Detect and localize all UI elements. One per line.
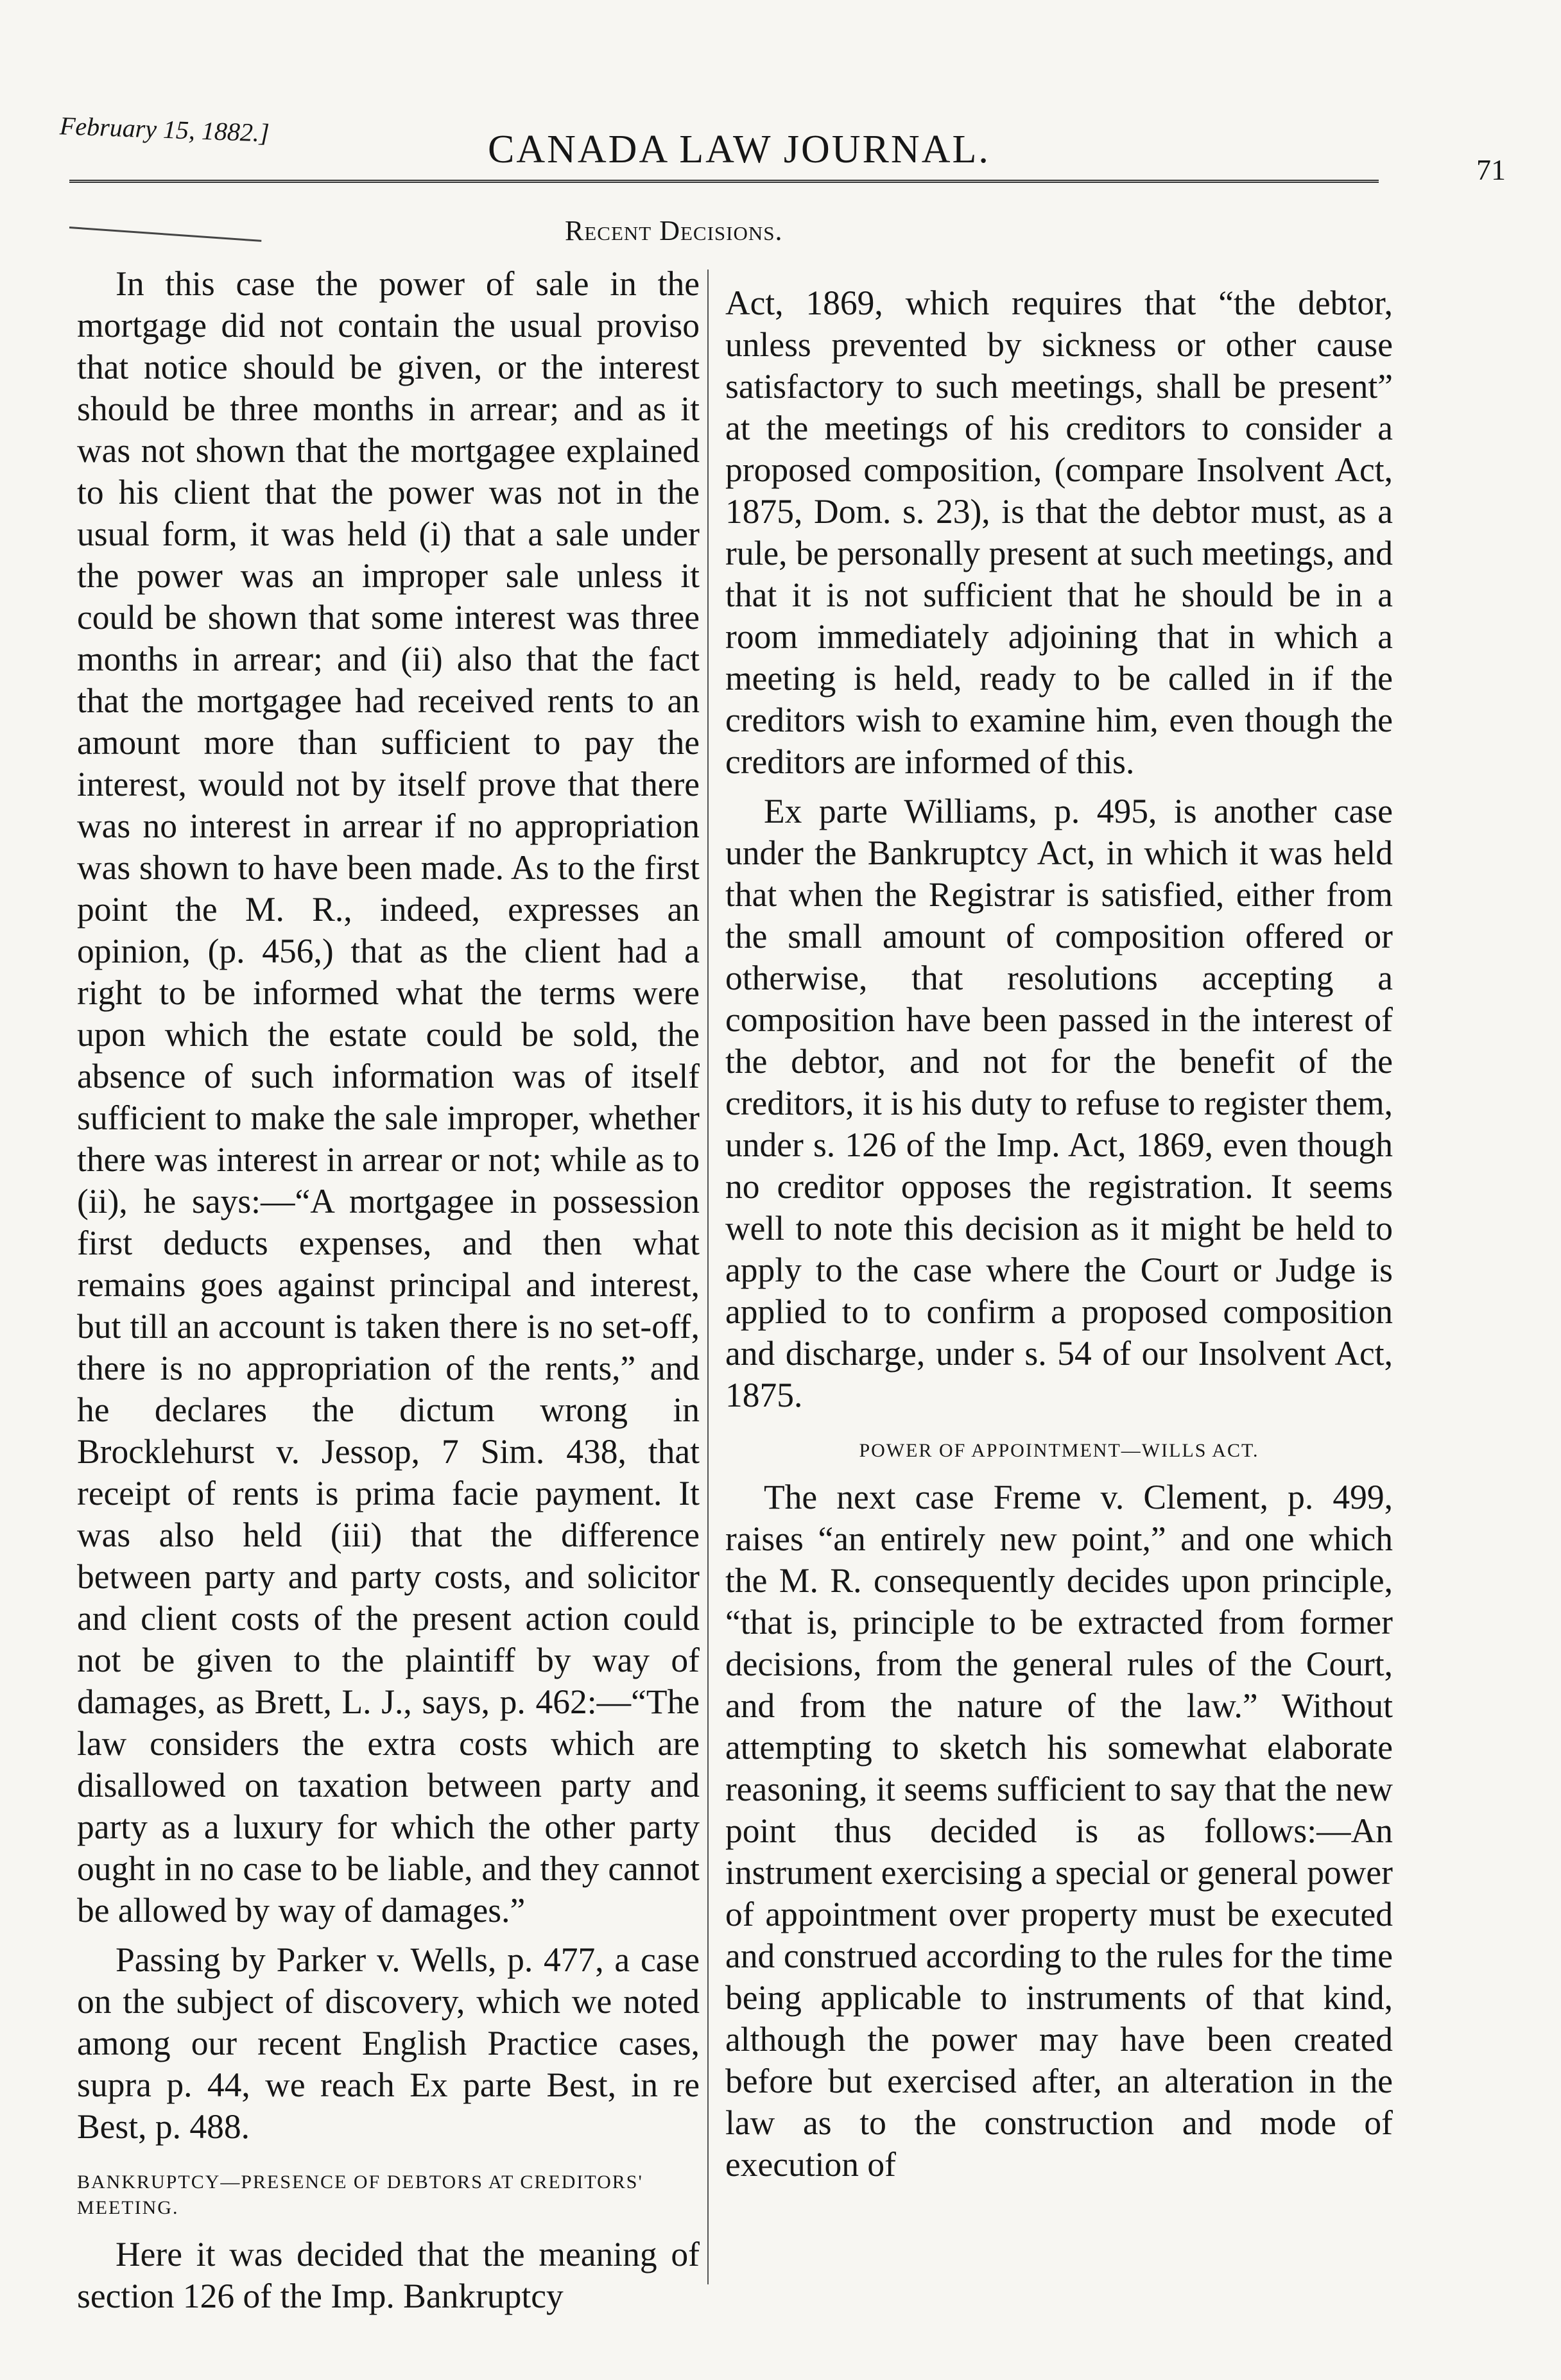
subheading: POWER OF APPOINTMENT—WILLS ACT. — [859, 1440, 1259, 1461]
section-heading: Recent Decisions. — [565, 215, 783, 246]
section-rule — [69, 227, 261, 242]
paragraph: Act, 1869, which requires that “the debtor, unless prevented by sickness or other cause satisfactory to such meetings, shall be present” at the meetings of his creditors to consider a proposed composition, (compare Insolvent Act, 1875, Dom. s. 23), is that the debtor must, as a rule, be personally present at such meetings, and that it is not sufficient that he should be in a room immediately adjoining that in which a meeting is held, ready to be called in if the creditors wish to examine him, even though the creditors are informed of this. — [725, 284, 1393, 781]
page-number: 71 — [1476, 153, 1506, 186]
right-column — [725, 282, 1393, 2193]
header-rule — [69, 180, 1379, 183]
paragraph: Ex parte Williams, p. 495, is another case under the Bankruptcy Act, in which it was held that when the Registrar is satisfied, either from the small amount of composition offered or otherwise, that resolutions accepting a composition have been passed in the interest of the debtor, and not for the benefit of the creditors, it is his duty to refuse to register them, under s. 126 of the Imp. Act, 1869, even though no creditor opposes the registration. It seems well to note this decision as it might be held to apply to the case where the Court or Judge is applied to to confirm a proposed composition and discharge, under s. 54 of our Insolvent Act, 1875. — [725, 792, 1393, 1414]
subheading: BANKRUPTCY—PRESENCE OF DEBTORS AT CREDITORS' MEETING. — [77, 2171, 643, 2218]
paragraph: Passing by Parker v. Wells, p. 477, a case on the subject of discovery, which we noted among our recent English Practice cases, supra p. 44, we reach Ex parte Best, in re Best, p. 488. — [77, 1940, 700, 2146]
paragraph: In this case the power of sale in the mortgage did not contain the usual proviso that notice should be given, or the interest should be three months in arrear; and as it was not shown that the mortgagee explained to his client that the power was not in the usual form, it was held (i) that a sale under the power was an improper sale unless it could be shown that some interest was three months in arrear; and (ii) also that the fact that the mortgagee had received rents to an amount more than sufficient to pay the interest, would not by itself prove that there was no interest in arrear if no appropriation was shown to have been made. As to the first point the M. R., indeed, expresses an opinion, (p. 456,) that as the client had a right to be informed what the terms were upon which the estate could be sold, the absence of such information was of itself sufficient to make the sale improper, whether there was interest in arrear or not; while as to (ii), he says:—“A mortgagee in possession first deducts expenses, and then what remains goes against principal and interest, but till an account is taken there is no set-off, there is no appropriation of the rents,” and he declares the dictum wrong in Brocklehurst v. Jessop, 7 Sim. 438, that receipt of rents is prima facie payment. It was also held (iii) that the difference between party and party costs, and solicitor and client costs of the present action could not be given to the plaintiff by way of damages, as Brett, L. J., says, p. 462:—“The law considers the extra costs which are disallowed on taxation between party and party as a luxury for which the other party ought in no case to be liable, and they cannot be allowed by way of damages.” — [77, 264, 700, 1930]
column-divider — [707, 270, 709, 2284]
paragraph: Here it was decided that the meaning of section 126 of the Imp. Bankruptcy — [77, 2235, 700, 2315]
left-column — [77, 263, 700, 2325]
paragraph: The next case Freme v. Clement, p. 499, raises “an entirely new point,” and one which the M. R. consequently decides upon principle, “that is, principle to be extracted from former decisions, from the general rules of the Court, and from the nature of the law.” Without attempting to sketch his somewhat elaborate reasoning, it seems sufficient to say that the new point thus decided is as follows:—An instrument exercising a special or general power of appointment over property must be executed and construed according to the rules for the time being applicable to instruments of that kind, although the power may have been created before but exercised after, an alteration in the law as to the construction and mode of execution of — [725, 1478, 1393, 2184]
issue-date: February 15, 1882.] — [59, 111, 270, 148]
journal-title: CANADA LAW JOURNAL. — [488, 128, 990, 171]
